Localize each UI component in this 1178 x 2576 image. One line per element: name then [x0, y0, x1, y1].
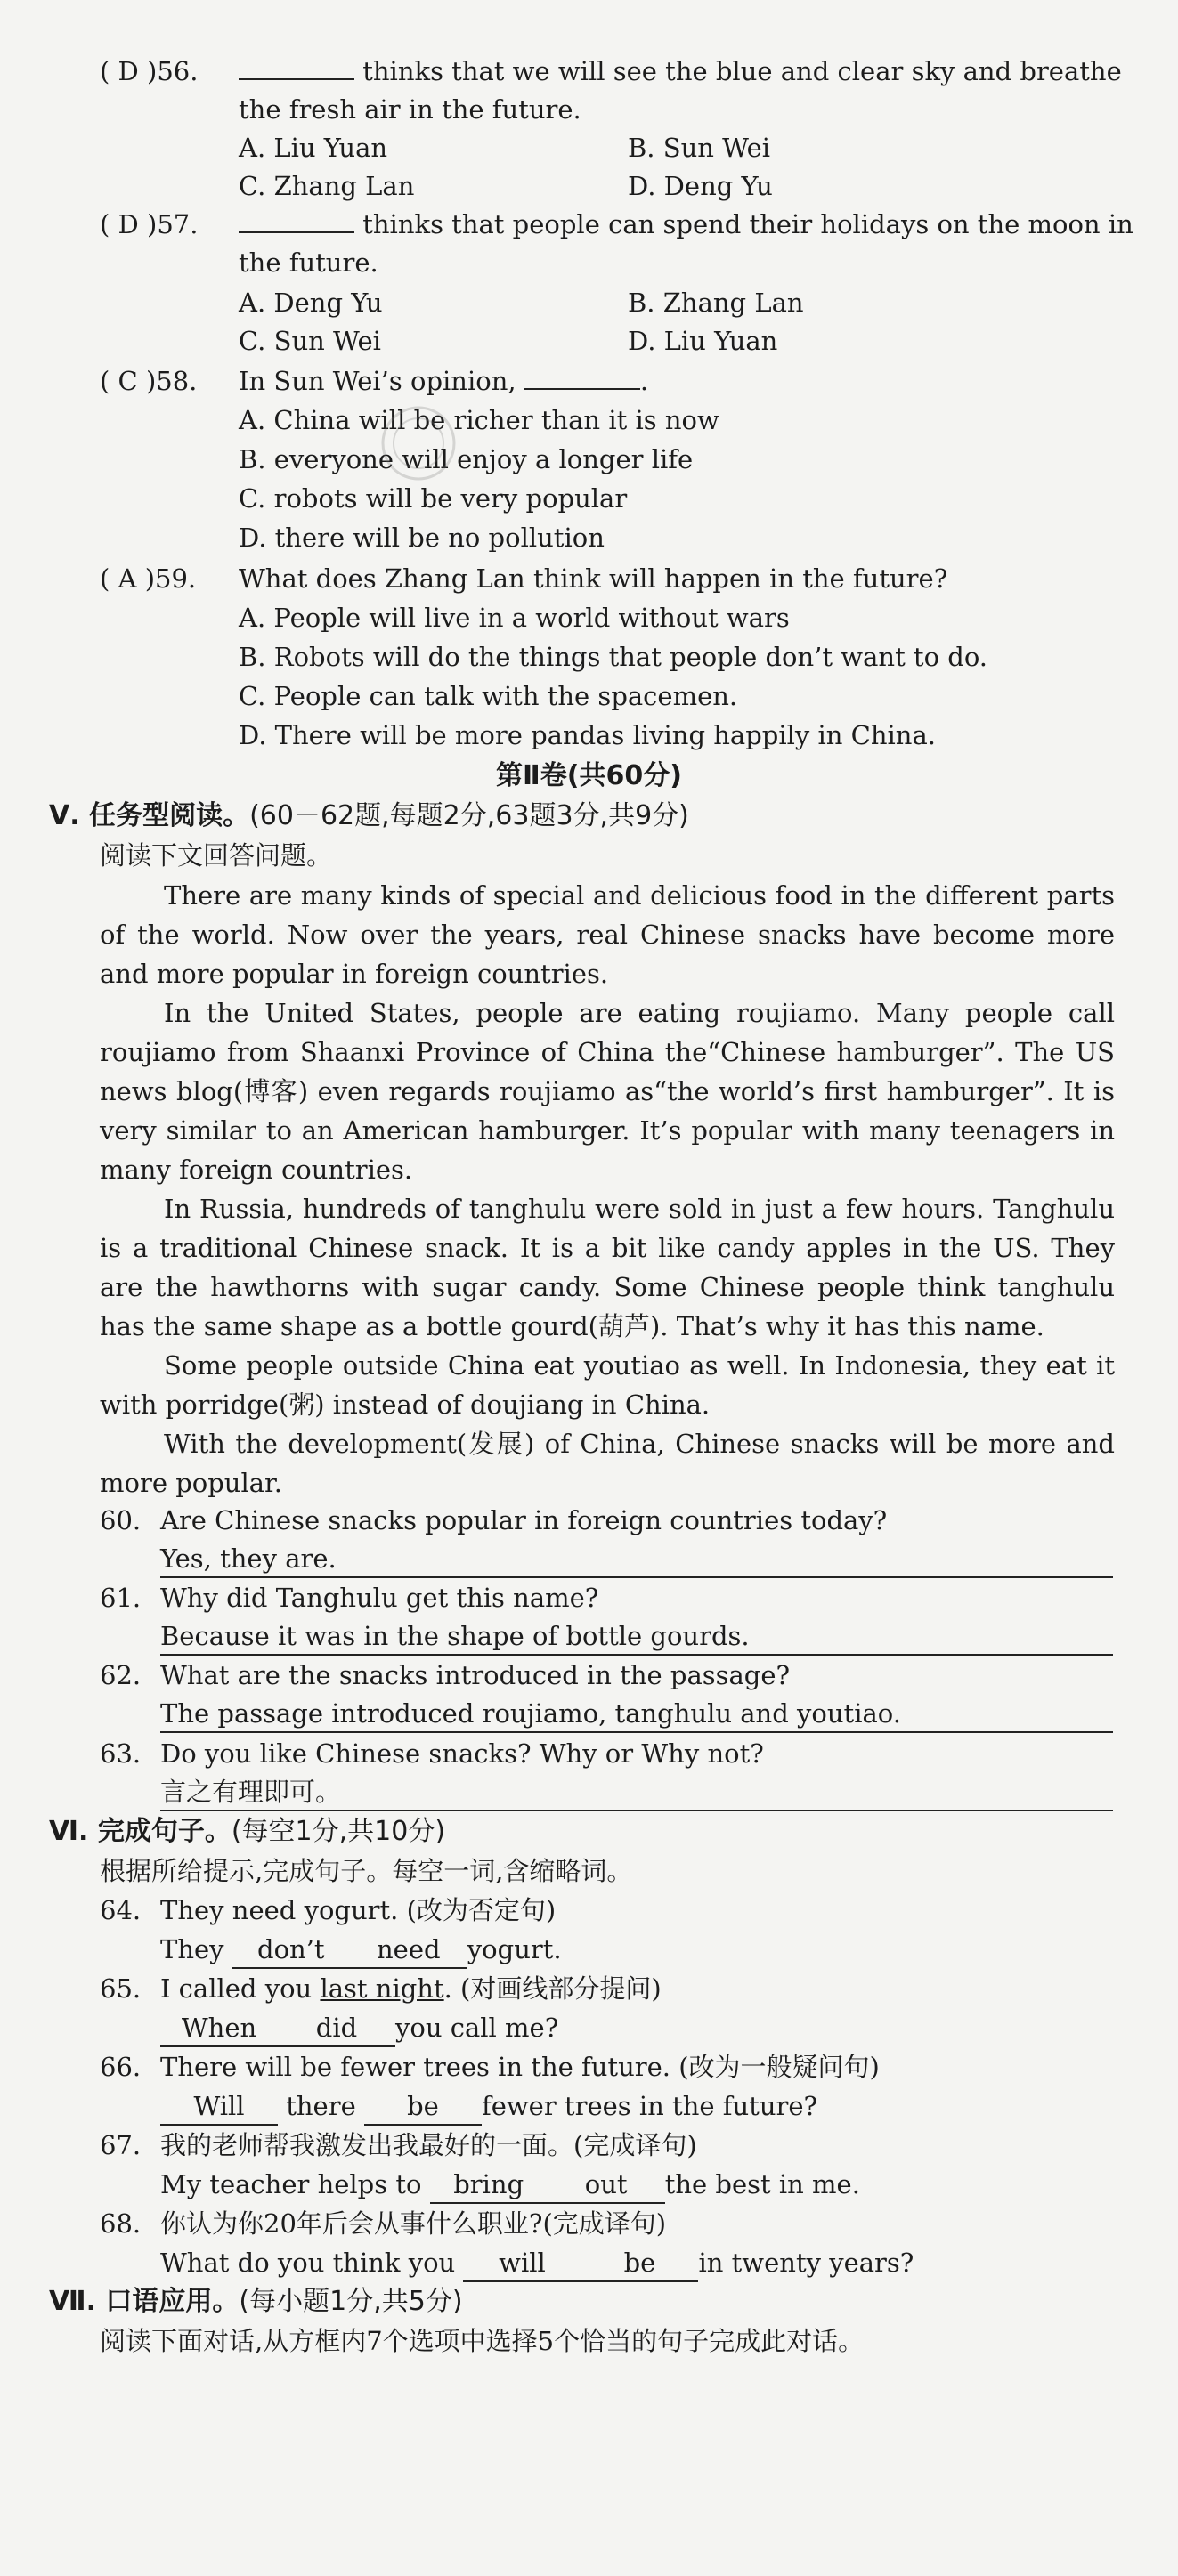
section7-heading — [49, 2284, 463, 2320]
section5-number: Ⅴ. — [49, 800, 80, 831]
section7-number: Ⅶ. — [49, 2286, 96, 2317]
q59-option-d: D. There will be more pandas living happily in China. — [239, 720, 936, 750]
s68-post: in twenty years? — [698, 2248, 914, 2278]
q56-option-c: C. Zhang Lan — [239, 171, 415, 201]
rq63-answer: 言之有理即可。 — [160, 1774, 1113, 1811]
s65-blank-2: did — [278, 2010, 395, 2047]
q57-mark: ( D )57. — [100, 209, 199, 239]
s68-pre: What do you think you — [160, 2248, 456, 2278]
section6-heading — [49, 1814, 445, 1850]
rq61-number: 61. — [100, 1583, 142, 1613]
section7-info: (每小题1分,共5分) — [239, 2286, 463, 2317]
q57-stem-line2: the future. — [239, 247, 378, 278]
rq60-question: Are Chinese snacks popular in foreign countries today? — [160, 1505, 888, 1535]
passage-paragraph-2: In the United States, people are eating roujiamo. Many people call roujiamo from Shaanxi Province of China the“Chinese hamburger”. The US news blog(博客) even regards roujiamo as“the world’s first hamburger”. It is very similar to an American hamburger. It’s popular with many teenagers in many foreign countries. — [100, 998, 1115, 1185]
q56-text1: thinks that we will see the blue and clear sky and breathe — [362, 56, 1122, 86]
s65-q-underlined: last night — [320, 1973, 444, 2004]
q56-blank — [239, 78, 354, 80]
s64-answer-line — [160, 1932, 562, 1969]
q59-stem: What does Zhang Lan think will happen in the future? — [239, 563, 948, 594]
s65-blank-1: When — [160, 2010, 278, 2047]
rq61-question: Why did Tanghulu get this name? — [160, 1583, 599, 1613]
q58-option-d: D. there will be no pollution — [239, 522, 605, 553]
passage-paragraph-3: In Russia, hundreds of tanghulu were sold in just a few hours. Tanghulu is a traditional Chinese snack. It is a bit like candy apples in the US. They are the hawthorns with sugar candy. Some Chinese people think tanghulu has the same shape as a bottle gourd(葫芦). That’s why it has this name. — [100, 1194, 1115, 1341]
s67-answer-line — [160, 2167, 860, 2204]
rq63-question: Do you like Chinese snacks? Why or Why not? — [160, 1738, 764, 1769]
s68-blank-1: will — [463, 2245, 581, 2282]
rq62-answer: The passage introduced roujiamo, tanghulu and youtiao. — [160, 1696, 1113, 1733]
s68-question: 你认为你20年后会从事什么职业?(完成译句) — [160, 2208, 667, 2239]
part2-title: 第Ⅱ卷(共60分) — [496, 760, 682, 791]
s65-q-pre: I called you — [160, 1973, 313, 2004]
s66-mid: there — [286, 2091, 356, 2121]
s67-blank-2: out — [548, 2167, 665, 2204]
q58-mark: ( C )58. — [100, 366, 198, 396]
stamp-watermark-icon — [374, 399, 463, 488]
q56-stem-line1 — [239, 53, 1122, 89]
s64-blank-2: need — [350, 1932, 467, 1969]
s65-q-post: . (对画线部分提问) — [443, 1973, 662, 2004]
passage-paragraph-5: With the development(发展) of China, Chinese snacks will be more and more popular. — [100, 1429, 1115, 1498]
q58-stem: In Sun Wei’s opinion, . — [239, 366, 649, 396]
rq63-number: 63. — [100, 1738, 142, 1769]
s64-number: 64. — [100, 1895, 142, 1925]
q59-option-a: A. People will live in a world without wars — [239, 603, 790, 633]
rq62-number: 62. — [100, 1660, 142, 1690]
rq62-question: What are the snacks introduced in the passage? — [160, 1660, 791, 1690]
s65-number: 65. — [100, 1973, 142, 2004]
section6-number: Ⅵ. — [49, 1816, 89, 1847]
s64-blank-1: don’t — [232, 1932, 350, 1969]
q56-stem-line2: the fresh air in the future. — [239, 94, 581, 125]
s67-pre: My teacher helps to — [160, 2169, 422, 2199]
s64-pre: They — [160, 1934, 224, 1964]
s68-number: 68. — [100, 2208, 142, 2239]
section6-instruction: 根据所给提示,完成句子。每空一词,含缩略词。 — [100, 1856, 633, 1886]
s66-blank-2: be — [364, 2088, 482, 2126]
section5-heading — [49, 798, 689, 834]
s65-question — [160, 1971, 662, 2006]
s67-question: 我的老师帮我激发出我最好的一面。(完成译句) — [160, 2130, 697, 2160]
section5-instruction: 阅读下文回答问题。 — [100, 840, 333, 871]
q56-option-a: A. Liu Yuan — [239, 133, 388, 163]
q59-option-b: B. Robots will do the things that people don’t want to do. — [239, 642, 987, 672]
q58-option-a: A. China will be richer than it is now — [239, 405, 719, 435]
s65-answer-line — [160, 2010, 558, 2047]
s66-answer-line — [160, 2088, 817, 2126]
q57-option-c: C. Sun Wei — [239, 326, 381, 356]
q58-blank — [524, 388, 640, 390]
q56-mark: ( D )56. — [100, 56, 199, 86]
s68-blank-2: be — [581, 2245, 698, 2282]
q58-stem-text: In Sun Wei’s opinion, — [239, 366, 516, 396]
s64-question: They need yogurt. (改为否定句) — [160, 1895, 557, 1925]
q57-stem-line1 — [239, 207, 1133, 242]
s65-post: you call me? — [395, 2013, 559, 2043]
rq61-answer: Because it was in the shape of bottle gourds. — [160, 1618, 1113, 1656]
section7-instruction: 阅读下面对话,从方框内7个选项中选择5个恰当的句子完成此对话。 — [100, 2326, 865, 2356]
s66-question: There will be fewer trees in the future. (改为一般疑问句) — [160, 2052, 880, 2082]
section5-title: 任务型阅读。 — [89, 800, 250, 831]
s67-blank-1: bring — [430, 2167, 548, 2204]
q58-option-b: B. everyone will enjoy a longer life — [239, 444, 694, 474]
s64-post: yogurt. — [467, 1934, 562, 1964]
s66-blank-1: Will — [160, 2088, 278, 2126]
s67-number: 67. — [100, 2130, 142, 2160]
q57-option-a: A. Deng Yu — [239, 288, 383, 318]
s66-post: fewer trees in the future? — [481, 2091, 818, 2121]
q57-option-d: D. Liu Yuan — [628, 326, 778, 356]
q57-option-b: B. Zhang Lan — [628, 288, 804, 318]
q59-mark: ( A )59. — [100, 563, 197, 594]
rq60-answer: Yes, they are. — [160, 1541, 1113, 1578]
q56-option-d: D. Deng Yu — [628, 171, 773, 201]
s68-answer-line — [160, 2245, 914, 2282]
section7-title: 口语应用。 — [105, 2286, 240, 2317]
q58-option-c: C. robots will be very popular — [239, 483, 628, 514]
q59-option-c: C. People can talk with the spacemen. — [239, 681, 738, 711]
passage-paragraph-1: There are many kinds of special and delicious food in the different parts of the world. Now over the years, real Chinese snacks have become more and more popular in foreign countries. — [100, 880, 1115, 989]
q57-blank — [239, 231, 354, 233]
q56-option-b: B. Sun Wei — [628, 133, 771, 163]
q57-text1: thinks that people can spend their holidays on the moon in — [362, 209, 1133, 239]
s67-post: the best in me. — [664, 2169, 860, 2199]
section5-info: (60－62题,每题2分,63题3分,共9分) — [249, 800, 689, 831]
passage-paragraph-4: Some people outside China eat youtiao as well. In Indonesia, they eat it with porridge(粥) instead of doujiang in China. — [100, 1350, 1115, 1420]
section6-info: (每空1分,共10分) — [231, 1816, 446, 1847]
section6-title: 完成句子。 — [97, 1816, 232, 1847]
rq60-number: 60. — [100, 1505, 142, 1535]
s66-number: 66. — [100, 2052, 142, 2082]
